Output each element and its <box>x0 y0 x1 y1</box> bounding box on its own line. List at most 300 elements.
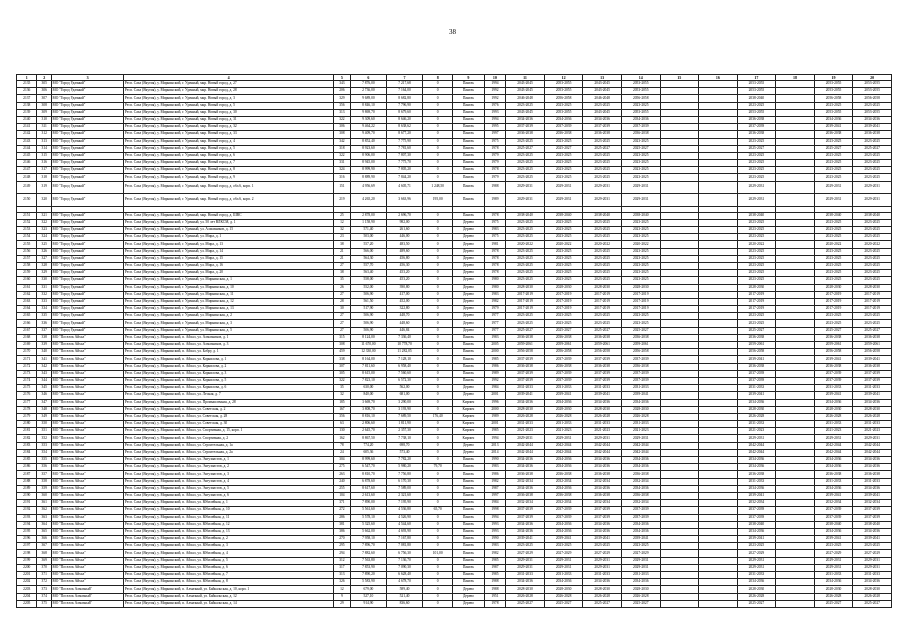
table-cell-col-6: 774,20 <box>350 442 386 449</box>
table-cell-col-11: 2023-2025 <box>506 102 545 109</box>
table-cell-col-16 <box>699 478 738 485</box>
table-cell-col-4: Респ. Саха (Якутия), у. Мирнинский, п. Айхал, ул. Юбилейная, д. 5 <box>124 557 334 564</box>
table-cell-col-1: 2182 <box>17 435 37 442</box>
table-cell-col-8: 0 <box>423 95 453 102</box>
table-cell-col-11: 2034-2036 <box>506 116 545 123</box>
table-cell-col-10: 1978 <box>484 167 506 174</box>
table-cell-col-5: 306 <box>333 124 350 131</box>
table-cell-col-10: 1979 <box>484 306 506 313</box>
table-cell-col-2: 332 <box>37 291 51 298</box>
table-cell-col-2: 325 <box>37 241 51 248</box>
table-cell-col-16 <box>699 564 738 571</box>
table-cell-col-16 <box>699 248 738 255</box>
table-cell-col-17: 2039-2041 <box>737 392 776 399</box>
table-cell-col-16 <box>699 194 738 207</box>
table-cell-col-6: 7 890,20 <box>350 572 386 579</box>
table-cell-col-6: 8 889,90 <box>350 174 386 181</box>
table-cell-col-14: 2036-2038 <box>621 131 660 138</box>
table-cell-col-5: 313 <box>333 109 350 116</box>
table-row <box>17 81 892 88</box>
table-cell-col-11: 2029-2031 <box>506 557 545 564</box>
table-cell-col-8: 0 <box>423 327 453 334</box>
table-cell-col-11: 2034-2036 <box>506 528 545 535</box>
table-cell-col-16 <box>699 298 738 305</box>
table-cell-col-18 <box>776 457 815 464</box>
table-cell-col-6: 8 852,40 <box>350 138 386 145</box>
table-cell-col-5: 338 <box>333 356 350 363</box>
table-cell-col-16 <box>699 536 738 543</box>
table-cell-col-2: 309 <box>37 109 51 116</box>
table-cell-col-20: 2034-2036 <box>853 399 892 406</box>
table-cell-col-20: 2042-2044 <box>853 442 892 449</box>
table-cell-col-18 <box>776 167 815 174</box>
column-number-16: 16 <box>699 75 738 81</box>
table-cell-col-17: 2037-2039 <box>737 507 776 514</box>
table-cell-col-17: 2032-2034 <box>737 500 776 507</box>
table-cell-col-7: 836,60 <box>386 600 422 607</box>
table-row <box>17 471 892 478</box>
table-cell-col-9: Панель <box>453 160 484 167</box>
table-cell-col-13: 2023-2025 <box>583 248 622 255</box>
table-cell-col-3: МО "Город Удачный" <box>51 152 123 159</box>
table-cell-col-12: 2038-2040 <box>544 212 583 219</box>
table-cell-col-4: Респ. Саха (Якутия), у. Мирнинский, г. Удачный, мкр. Новый город, д. 9 <box>124 174 334 181</box>
table-cell-col-4: Респ. Саха (Якутия), у. Мирнинский, п. Айхал, ул. Юбилейная, д. 6 <box>124 564 334 571</box>
table-cell-col-16 <box>699 500 738 507</box>
table-cell-col-16 <box>699 428 738 435</box>
table-cell-col-9: Дерево <box>453 227 484 234</box>
table-cell-col-14: 2036-2038 <box>621 492 660 499</box>
table-cell-col-12: 2053-2055 <box>544 81 583 88</box>
table-cell-col-19: 2023-2025 <box>814 277 853 284</box>
table-row <box>17 550 892 557</box>
table-cell-col-11: 2023-2025 <box>506 227 545 234</box>
table-cell-col-6: 5 578,10 <box>350 514 386 521</box>
table-cell-col-9: Дерево <box>453 593 484 600</box>
table-cell-col-17: 2029-2031 <box>737 564 776 571</box>
table-cell-col-1: 2203 <box>17 586 37 593</box>
table-cell-col-9: Панель <box>453 507 484 514</box>
table-row <box>17 557 892 564</box>
table-cell-col-8: 0 <box>423 377 453 384</box>
table-cell-col-7: 4 678,70 <box>386 579 422 586</box>
table-cell-col-7: 7 167,80 <box>386 536 422 543</box>
table-cell-col-10: 1979 <box>484 152 506 159</box>
table-cell-col-17: 2034-2036 <box>737 579 776 586</box>
table-cell-col-20: 2023-2025 <box>853 167 892 174</box>
table-cell-col-6: 8 923,60 <box>350 145 386 152</box>
table-cell-col-4: Респ. Саха (Якутия), у. Мирнинский, п. Айхал, ул. Юбилейная, д. 13 <box>124 528 334 535</box>
table-cell-col-10: 1978 <box>484 600 506 607</box>
table-cell-col-6: 8 816,10 <box>350 413 386 420</box>
table-cell-col-15 <box>660 507 699 514</box>
table-cell-col-12: 2031-2033 <box>544 385 583 392</box>
table-cell-col-13: 2031-2033 <box>583 572 622 579</box>
table-cell-col-20: 2017-2019 <box>853 306 892 313</box>
table-cell-col-14: 2023-2025 <box>621 313 660 320</box>
table-cell-col-8: 0 <box>423 241 453 248</box>
table-cell-col-18 <box>776 370 815 377</box>
table-cell-col-2: 347 <box>37 399 51 406</box>
table-cell-col-19: 2020-2022 <box>814 241 853 248</box>
table-cell-col-3: МО "Город Удачный" <box>51 194 123 207</box>
table-cell-col-3: МО "Поселок Айхал" <box>51 399 123 406</box>
table-cell-col-14: 2059-2061 <box>621 342 660 349</box>
table-cell-col-13: 2043-2045 <box>583 81 622 88</box>
table-cell-col-10: 1985 <box>484 428 506 435</box>
table-cell-col-18 <box>776 298 815 305</box>
table-cell-col-5: 25 <box>333 212 350 219</box>
table-cell-col-12: 2028-2030 <box>544 284 583 291</box>
table-cell-col-10: 1989 <box>484 413 506 420</box>
table-row <box>17 160 892 167</box>
table-cell-col-9: Панель <box>453 81 484 88</box>
table-cell-col-14: 2023-2025 <box>621 270 660 277</box>
table-cell-col-6: 558,00 <box>350 277 386 284</box>
table-cell-col-14: 2034-2036 <box>621 457 660 464</box>
table-cell-col-12: 2039-2041 <box>544 536 583 543</box>
table-cell-col-8: 0 <box>423 138 453 145</box>
table-cell-col-13: 2029-2031 <box>583 564 622 571</box>
table-cell-col-20: 2023-2025 <box>853 277 892 284</box>
table-cell-col-9: Дерево <box>453 600 484 607</box>
table-cell-col-20: 2023-2025 <box>853 313 892 320</box>
table-row <box>17 313 892 320</box>
table-cell-col-13: 2059-2061 <box>583 342 622 349</box>
table-cell-col-10: 1985 <box>484 356 506 363</box>
table-cell-col-9: Дерево <box>453 320 484 327</box>
table-cell-col-17: 2034-2036 <box>737 399 776 406</box>
table-cell-col-8: 0 <box>423 291 453 298</box>
table-cell-col-3: МО "Поселок Айхал" <box>51 564 123 571</box>
table-cell-col-19: 2032-2034 <box>814 500 853 507</box>
table-cell-col-13: 2023-2025 <box>583 277 622 284</box>
table-cell-col-20: 2039-2041 <box>853 356 892 363</box>
table-cell-col-16 <box>699 219 738 226</box>
table-cell-col-17: 2023-2025 <box>737 320 776 327</box>
table-cell-col-20: 2025-2027 <box>853 145 892 152</box>
table-cell-col-1: 2181 <box>17 428 37 435</box>
table-cell-col-3: МО "Город Удачный" <box>51 102 123 109</box>
table-cell-col-19: 2023-2025 <box>814 270 853 277</box>
table-cell-col-17: 2025-2027 <box>737 327 776 334</box>
table-cell-col-11: 2034-2036 <box>506 457 545 464</box>
table-cell-col-4: Респ. Саха (Якутия), у. Мирнинский, п. Айхал, ул. Энтузиастов, д. 4 <box>124 478 334 485</box>
table-cell-col-4: Респ. Саха (Якутия), у. Мирнинский, п. Айхал, ул. Бобру, д. 1 <box>124 349 334 356</box>
table-cell-col-9: Дерево <box>453 277 484 284</box>
table-cell-col-15 <box>660 536 699 543</box>
table-cell-col-12: 2042-2044 <box>544 442 583 449</box>
table-cell-col-19: 2034-2036 <box>814 399 853 406</box>
table-cell-col-18 <box>776 138 815 145</box>
table-cell-col-1: 2162 <box>17 291 37 298</box>
table-cell-col-5: 313 <box>333 572 350 579</box>
table-cell-col-17: 2039-2041 <box>737 492 776 499</box>
table-cell-col-19: 2034-2036 <box>814 579 853 586</box>
table-row <box>17 334 892 341</box>
table-cell-col-18 <box>776 514 815 521</box>
table-row <box>17 521 892 528</box>
table-cell-col-3: МО "Поселок Айхал" <box>51 370 123 377</box>
table-cell-col-4: Респ. Саха (Якутия), у. Мирнинский, п. Айхал, ул. Юбилейная, д. 4 <box>124 550 334 557</box>
table-cell-col-8: 0 <box>423 356 453 363</box>
table-cell-col-6: 5 325,60 <box>350 521 386 528</box>
table-cell-col-12: 2023-2025 <box>544 262 583 269</box>
table-cell-col-17: 2036-2038 <box>737 471 776 478</box>
table-cell-col-6: 517,90 <box>350 306 386 313</box>
table-row <box>17 270 892 277</box>
table-cell-col-16 <box>699 392 738 399</box>
table-cell-col-10: 1993 <box>484 528 506 535</box>
table-cell-col-9: Дерево <box>453 248 484 255</box>
table-cell-col-13: 2037-2039 <box>583 370 622 377</box>
table-cell-col-4: Респ. Саха (Якутия), у. Мирнинский, г. Удачный, ул. Мирнинская, д. 2 <box>124 313 334 320</box>
table-cell-col-1: 2172 <box>17 363 37 370</box>
table-cell-col-13: 2038-2040 <box>583 212 622 219</box>
table-cell-col-6: 8 999,90 <box>350 167 386 174</box>
table-cell-col-5: 315 <box>333 334 350 341</box>
table-cell-col-12: 2023-2025 <box>544 270 583 277</box>
table-cell-col-17: 2053-2055 <box>737 88 776 95</box>
table-cell-col-12: 2023-2025 <box>544 543 583 550</box>
table-cell-col-1: 2146 <box>17 160 37 167</box>
table-cell-col-11: 2034-2036 <box>506 521 545 528</box>
table-cell-col-14: 2037-2039 <box>621 124 660 131</box>
table-cell-col-13: 2036-2038 <box>583 492 622 499</box>
table-cell-col-4: Респ. Саха (Якутия), у. Мирнинский, г. Удачный, мкр. Новый город, д. 33 <box>124 131 334 138</box>
table-cell-col-1: 2135 <box>17 81 37 88</box>
table-cell-col-1: 2202 <box>17 579 37 586</box>
table-cell-col-1: 2142 <box>17 131 37 138</box>
table-cell-col-17: 2026-2028 <box>737 413 776 420</box>
table-cell-col-4: Респ. Саха (Якутия), у. Мирнинский, п. Айхал, ул. Советская, д. 28 <box>124 413 334 420</box>
table-cell-col-13: 2023-2025 <box>583 543 622 550</box>
table-cell-col-14: 2025-2027 <box>621 600 660 607</box>
table-cell-col-14: 2056-2058 <box>621 349 660 356</box>
table-row <box>17 377 892 384</box>
table-cell-col-9: Дерево <box>453 284 484 291</box>
table-cell-col-1: 2190 <box>17 492 37 499</box>
table-cell-col-18 <box>776 342 815 349</box>
table-cell-col-11: 2017-2019 <box>506 306 545 313</box>
table-cell-col-12: 2034-2036 <box>544 116 583 123</box>
table-cell-col-8: 0 <box>423 174 453 181</box>
table-cell-col-9: Дерево <box>453 586 484 593</box>
table-cell-col-16 <box>699 521 738 528</box>
table-cell-col-12: 2029-2031 <box>544 564 583 571</box>
table-cell-col-14: 2023-2025 <box>621 543 660 550</box>
table-cell-col-3: МО "Поселок Айхал" <box>51 435 123 442</box>
table-cell-col-13: 2039-2041 <box>583 392 622 399</box>
table-cell-col-20: 2029-2031 <box>853 194 892 207</box>
table-cell-col-20: 2023-2025 <box>853 102 892 109</box>
table-cell-col-9: Дерево <box>453 270 484 277</box>
table-cell-col-16 <box>699 557 738 564</box>
table-cell-col-6: 605,36 <box>350 449 386 456</box>
table-cell-col-16 <box>699 507 738 514</box>
table-row <box>17 428 892 435</box>
table-cell-col-19: 2037-2039 <box>814 507 853 514</box>
table-cell-col-3: МО "Город Удачный" <box>51 241 123 248</box>
table-cell-col-13: 2029-2031 <box>583 194 622 207</box>
table-cell-col-8: 0 <box>423 109 453 116</box>
table-cell-col-7: 4 605,71 <box>386 181 422 194</box>
table-cell-col-12: 2031-2033 <box>544 572 583 579</box>
table-cell-col-9: Панель <box>453 377 484 384</box>
table-cell-col-13: 2020-2022 <box>583 241 622 248</box>
table-cell-col-5: 27 <box>333 291 350 298</box>
table-cell-col-9: Панель <box>453 471 484 478</box>
table-cell-col-19: 2037-2039 <box>814 370 853 377</box>
column-number-2: 2 <box>37 75 51 81</box>
table-cell-col-10: 1978 <box>484 262 506 269</box>
table-cell-col-18 <box>776 399 815 406</box>
table-cell-col-1: 2169 <box>17 342 37 349</box>
table-cell-col-12: 2036-2038 <box>544 334 583 341</box>
table-cell-col-10: 1994 <box>484 435 506 442</box>
table-cell-col-10: 1982 <box>484 298 506 305</box>
table-cell-col-12: 2037-2039 <box>544 377 583 384</box>
table-cell-col-16 <box>699 160 738 167</box>
table-cell-col-7: 573,40 <box>386 449 422 456</box>
table-cell-col-5: 322 <box>333 116 350 123</box>
table-cell-col-1: 2148 <box>17 174 37 181</box>
table-cell-col-3: МО "Поселок Айхал" <box>51 521 123 528</box>
table-cell-col-19: 2031-2033 <box>814 478 853 485</box>
table-cell-col-2: 326 <box>37 248 51 255</box>
table-cell-col-19: 2029-2031 <box>814 181 853 194</box>
table-cell-col-4: Респ. Саха (Якутия), у. Мирнинский, г. Удачный, мкр. Новый город, д. 3 <box>124 95 334 102</box>
table-cell-col-19: 2059-2061 <box>814 342 853 349</box>
table-cell-col-20: 2023-2025 <box>853 255 892 262</box>
table-cell-col-15 <box>660 543 699 550</box>
table-cell-col-11: 2034-2036 <box>506 464 545 471</box>
table-row <box>17 363 892 370</box>
table-cell-col-4: Респ. Саха (Якутия), у. Мирнинский, г. Удачный, мкр. Новый город, д. 8 <box>124 167 334 174</box>
table-cell-col-6: 679,00 <box>350 586 386 593</box>
table-cell-col-6: 6 547,70 <box>350 464 386 471</box>
table-cell-col-7: 446,00 <box>386 234 422 241</box>
table-cell-col-20: 2031-2033 <box>853 385 892 392</box>
table-cell-col-3: МО "Город Удачный" <box>51 277 123 284</box>
table-cell-col-9: Панель <box>453 138 484 145</box>
table-row <box>17 392 892 399</box>
table-cell-col-16 <box>699 349 738 356</box>
table-cell-col-1: 2138 <box>17 102 37 109</box>
table-cell-col-16 <box>699 514 738 521</box>
table-cell-col-14: 2053-2055 <box>621 88 660 95</box>
table-cell-col-7: 681,00 <box>386 392 422 399</box>
table-cell-col-15 <box>660 478 699 485</box>
table-cell-col-2: 359 <box>37 485 51 492</box>
table-cell-col-17: 2037-2039 <box>737 377 776 384</box>
table-cell-col-5: 305 <box>333 370 350 377</box>
table-cell-col-20: 2021-2023 <box>853 428 892 435</box>
table-cell-col-16 <box>699 435 738 442</box>
table-cell-col-5: 356 <box>333 413 350 420</box>
table-cell-col-5: 308 <box>333 342 350 349</box>
table-cell-col-17: 2034-2036 <box>737 528 776 535</box>
table-cell-col-8: 0 <box>423 284 453 291</box>
table-cell-col-11: 2017-2019 <box>506 298 545 305</box>
table-cell-col-12: 2034-2036 <box>544 528 583 535</box>
table-cell-col-14: 2053-2055 <box>621 109 660 116</box>
table-row <box>17 167 892 174</box>
table-cell-col-17: 2038-2040 <box>737 521 776 528</box>
table-cell-col-2: 316 <box>37 160 51 167</box>
table-cell-col-2: 321 <box>37 212 51 219</box>
table-cell-col-12: 2036-2038 <box>544 131 583 138</box>
table-cell-col-6: 630,00 <box>350 385 386 392</box>
table-cell-col-9: Панель <box>453 116 484 123</box>
table-row <box>17 564 892 571</box>
table-cell-col-1: 2157 <box>17 255 37 262</box>
table-cell-col-4: Респ. Саха (Якутия), у. Мирнинский, п. Айхал, ул. Юбилейная, д. 2 <box>124 536 334 543</box>
table-cell-col-13: 2023-2025 <box>583 167 622 174</box>
table-cell-col-7: 7 090,30 <box>386 564 422 571</box>
table-cell-col-10: 1994 <box>484 116 506 123</box>
table-cell-col-16 <box>699 442 738 449</box>
table-cell-col-8: 0 <box>423 342 453 349</box>
table-cell-col-19: 2031-2033 <box>814 385 853 392</box>
table-cell-col-1: 2204 <box>17 593 37 600</box>
table-cell-col-2: 307 <box>37 95 51 102</box>
table-cell-col-14: 2023-2025 <box>621 262 660 269</box>
table-cell-col-2: 344 <box>37 377 51 384</box>
table-cell-col-9: Панель <box>453 557 484 564</box>
table-cell-col-9: Панель <box>453 492 484 499</box>
table-cell-col-7: 8 682,80 <box>386 95 422 102</box>
table-cell-col-6: 8 846,10 <box>350 102 386 109</box>
table-cell-col-19: 2037-2039 <box>814 377 853 384</box>
table-cell-col-5: 316 <box>333 174 350 181</box>
table-cell-col-12: 2036-2038 <box>544 363 583 370</box>
table-cell-col-4: Респ. Саха (Якутия), у. Мирнинский, г. Удачный, ул. Мира, д. 1 <box>124 234 334 241</box>
table-cell-col-20: 2023-2025 <box>853 270 892 277</box>
table-cell-col-2: 353 <box>37 442 51 449</box>
table-cell-col-1: 2173 <box>17 370 37 377</box>
table-cell-col-13: 2036-2038 <box>583 471 622 478</box>
table-cell-col-4: Респ. Саха (Якутия), у. Мирнинский, г. Удачный, ул. Алмазников, д. 15 <box>124 227 334 234</box>
table-cell-col-19: 2029-2031 <box>814 564 853 571</box>
table-cell-col-14: 2026-2028 <box>621 593 660 600</box>
table-cell-col-4: Респ. Саха (Якутия), у. Мирнинский, г. Удачный, ул. Мирнинская, д. 1 <box>124 277 334 284</box>
table-cell-col-12: 2026-2028 <box>544 593 583 600</box>
table-cell-col-6: 563,40 <box>350 270 386 277</box>
table-cell-col-16 <box>699 377 738 384</box>
table-cell-col-17: 2023-2025 <box>737 227 776 234</box>
table-cell-col-8: 0 <box>423 270 453 277</box>
table-cell-col-6: 840,00 <box>350 392 386 399</box>
table-cell-col-1: 2192 <box>17 507 37 514</box>
table-cell-col-10: 1987 <box>484 564 506 571</box>
table-cell-col-15 <box>660 421 699 428</box>
table-cell-col-4: Респ. Саха (Якутия), у. Мирнинский, п. Айхал, ул. Юбилейная, д. 7 <box>124 572 334 579</box>
table-cell-col-11: 2023-2025 <box>506 320 545 327</box>
table-cell-col-2: 360 <box>37 492 51 499</box>
table-cell-col-13: 2042-2044 <box>583 449 622 456</box>
table-cell-col-12: 2028-2030 <box>544 406 583 413</box>
table-cell-col-9: Кирпич <box>453 413 484 420</box>
table-row <box>17 255 892 262</box>
column-number-12: 12 <box>544 75 583 81</box>
table-cell-col-9: Панель <box>453 464 484 471</box>
table-cell-col-20: 2031-2033 <box>853 572 892 579</box>
table-cell-col-7: 562,00 <box>386 385 422 392</box>
table-cell-col-11: 2037-2039 <box>506 507 545 514</box>
table-cell-col-2: 331 <box>37 284 51 291</box>
table-cell-col-18 <box>776 277 815 284</box>
